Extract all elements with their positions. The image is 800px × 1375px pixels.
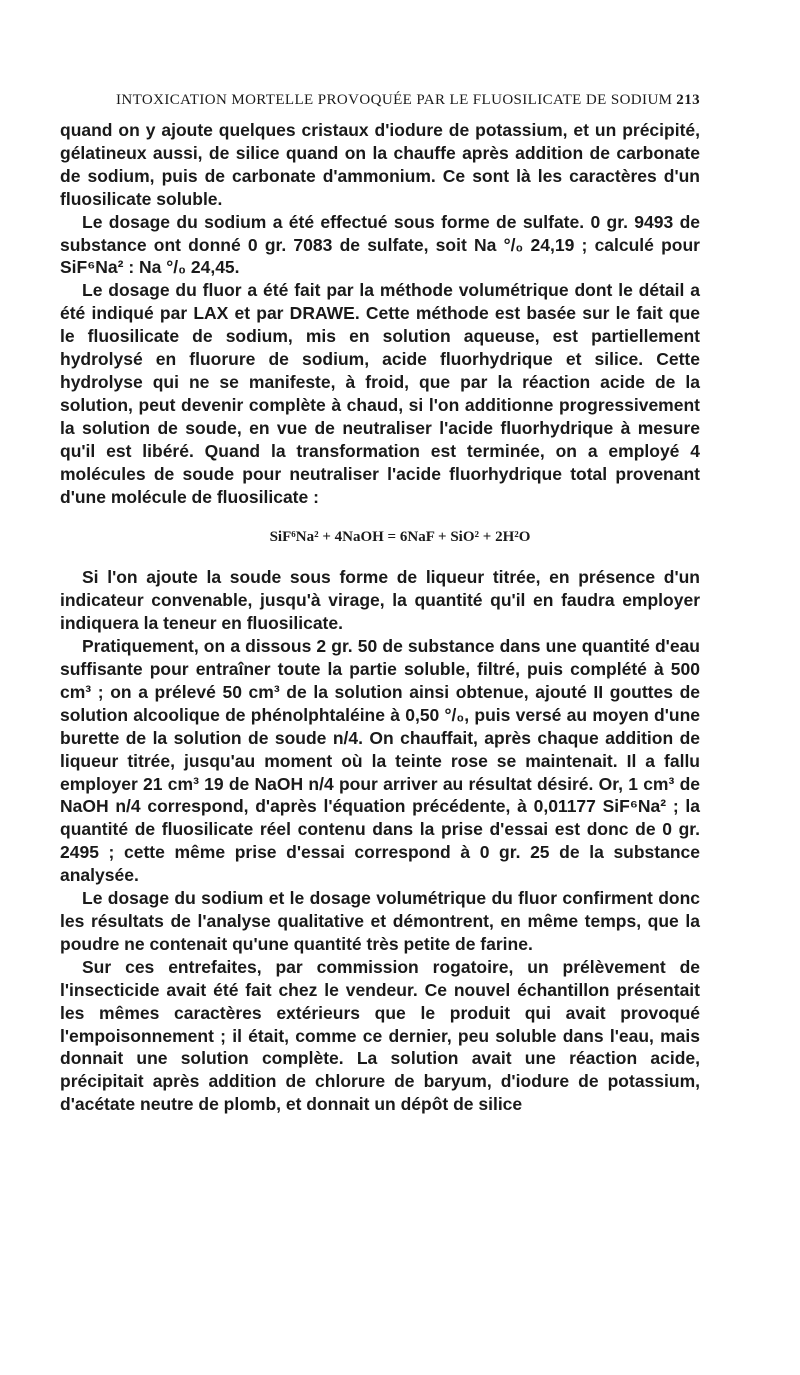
running-title: INTOXICATION MORTELLE PROVOQUÉE PAR LE FLUOSILICATE DE SODIUM bbox=[116, 92, 673, 108]
chemical-equation: SiF⁶Na² + 4NaOH = 6NaF + SiO² + 2H²O bbox=[269, 529, 531, 546]
body-text bbox=[60, 119, 700, 1116]
page-number: 213 bbox=[676, 92, 700, 108]
paragraph-sodium-dosage: Le dosage du sodium a été effectué sous forme de sulfate. 0 gr. 9493 de substance ont donné 0 gr. 7083 de sulfate, soit Na °/₀ 24,19 ; calculé pour SiF⁶Na² : Na °/₀ 24,45. bbox=[60, 211, 700, 278]
paragraph-titration: Si l'on ajoute la soude sous forme de liqueur titrée, en présence d'un indicateur convenable, jusqu'à virage, la quantité qu'il en faudra employer indiquera la teneur en fluosilicate. bbox=[60, 567, 700, 634]
paragraph-second-sample: Sur ces entrefaites, par commission rogatoire, un prélèvement de l'insecticide avait été fait chez le vendeur. Ce nouvel échantillon présentait les mêmes caractères extérieurs que le produit qui avait provoqué l'empoisonnement ; il était, comme ce dernier, peu soluble dans l'eau, mais donnait une solution complète. La solution avait une réaction acide, précipitait après addition de chlorure de baryum, d'iodure de potassium, d'acétate neutre de plomb, et donnait un dépôt de silice bbox=[60, 956, 700, 1115]
running-header bbox=[116, 92, 700, 109]
paragraph-procedure: Pratiquement, on a dissous 2 gr. 50 de substance dans une quantité d'eau suffisante pour entraîner toute la partie soluble, filtré, puis complété à 500 cm³ ; on a prélevé 50 cm³ de la solution ainsi obtenue, ajouté II gouttes de solution alcoolique de phénolphtaléine à 0,50 °/₀, puis versé au moyen d'une burette de la solution de soude n/4. On chauffait, après chaque addition de liqueur titrée, jusqu'au moment où la teinte rose se maintenait. Il a fallu employer 21 cm³ 19 de NaOH n/4 pour arriver au résultat désiré. Or, 1 cm³ de NaOH n/4 correspond, d'après l'équation précédente, à 0,01177 SiF⁶Na² ; la quantité de fluosilicate réel contenu dans la prise d'essai est donc de 0 gr. 2495 ; cette même prise d'essai correspond à 0 gr. 25 de la substance analysée. bbox=[60, 636, 700, 886]
paragraph-continued: quand on y ajoute quelques cristaux d'iodure de potassium, et un précipité, gélatineux aussi, de silice quand on la chauffe après addition de carbonate de sodium, puis de carbonate d'ammonium. Ce sont là les caractères d'un fluosilicate soluble. bbox=[60, 120, 700, 209]
paragraph-confirmation: Le dosage du sodium et le dosage volumétrique du fluor confirment donc les résultats de l'analyse qualitative et démontrent, en même temps, que la poudre ne contenait qu'une quantité très petite de farine. bbox=[60, 888, 700, 954]
document-page bbox=[60, 92, 700, 1116]
paragraph-fluor-method: Le dosage du fluor a été fait par la méthode volumétrique dont le détail a été indiqué par LAX et par DRAWE. Cette méthode est basée sur le fait que le fluosilicate de sodium, mis en solution aqueuse, est partiellement hydrolysé en fluorure de sodium, acide fluorhydrique et silice. Cette hydrolyse qui ne se manifeste, à froid, que par la réaction acide de la solution, peut devenir complète à chaud, si l'on additionne progressivement la solution de soude, en vue de neutraliser l'acide fluorhydrique à mesure qu'il est libéré. Quand la transformation est terminée, on a employé 4 molécules de soude pour neutraliser l'acide fluorhydrique total provenant d'une molécule de fluosilicate : bbox=[60, 280, 700, 507]
